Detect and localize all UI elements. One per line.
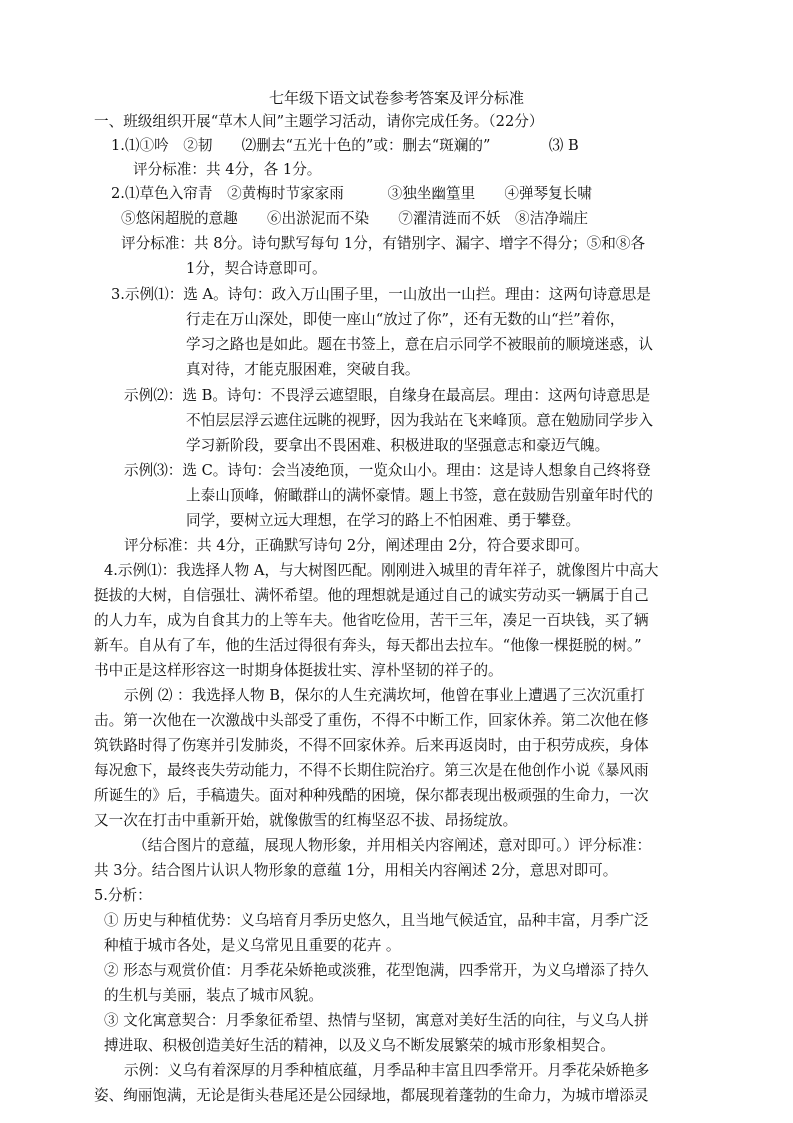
- q3-example-1-line-4: 真对待，才能克服困难，突破自我。: [186, 361, 420, 378]
- q4-example-1-line-3: 的人力车，成为自食其力的上等车夫。他省吃俭用，苦干三年，凑足一百块钱，买了辆: [94, 612, 649, 629]
- q3-example-1-line-1: 3.示例⑴：选 A。诗句：政入万山围子里，一山放出一山拦。理由：这两句诗意思是: [111, 286, 651, 303]
- q5-heading: 5.分析：: [94, 887, 152, 904]
- section-1-heading: 一、班级组织开展“草木人间”主题学习活动，请你完成任务。（22分）: [94, 113, 544, 130]
- q5-example-line-2: 姿、绚丽饱满，无论是街头巷尾还是公园绿地，都展现着蓬勃的生命力，为城市增添灵: [94, 1087, 649, 1104]
- q2-scoring-line-2: 1分，契合诗意即可。: [186, 260, 327, 277]
- q4-example-2-line-2: 击。第一次他在一次激战中头部受了重伤，不得不中断工作，回家休养。第二次他在修: [94, 712, 649, 729]
- q4-example-2-line-5: 所诞生的》后，手稿遗失。面对种种残酷的困境，保尔都表现出极顽强的生命力，一次: [94, 787, 649, 804]
- q5-point-1-line-1: ① 历史与种植优势：义乌培育月季历史悠久，且当地气候适宜，品种丰富，月季广泛: [104, 912, 649, 929]
- q3-example-2-line-3: 学习新阶段，要拿出不畏困难、积极进取的坚强意志和豪迈气魄。: [186, 437, 610, 454]
- q5-example-line-1: 示例：义乌有着深厚的月季种植底蕴，月季品种丰富且四季常开。月季花朵娇艳多: [124, 1062, 650, 1079]
- q4-example-2-line-6: 又一次在打击中重新开始，就像傲雪的红梅坚忍不拔、昂扬绽放。: [94, 812, 518, 829]
- q3-example-3-line-1: 示例⑶：选 C。诗句：会当凌绝顶，一览众山小。理由：这是诗人想象自己终将登: [124, 462, 651, 479]
- q5-point-2-line-1: ② 形态与观赏价值：月季花朵娇艳或淡雅，花型饱满，四季常开，为义乌增添了持久: [104, 962, 649, 979]
- q3-example-1-line-2: 行走在万山深处，即使一座山“放过了你”，还有无数的山“拦”着你，: [186, 311, 625, 328]
- q4-example-1-line-2: 挺拔的大树，自信强壮、满怀希望。他的理想就是通过自己的诚实劳动买一辆属于自己: [94, 587, 649, 604]
- q4-example-1-line-4: 新车。自从有了车，他的生活过得很有奔头，每天都出去拉车。“他像一棵挺脱的树。”: [94, 637, 642, 654]
- q1-scoring: 评分标准：共 4分，各 1分。: [133, 161, 322, 178]
- q3-example-3-line-3: 同学，要树立远大理想，在学习的路上不怕困难、勇于攀登。: [186, 512, 581, 529]
- q3-example-1-line-3: 学习之路也是如此。题在书签上，意在启示同学不被眼前的顺境迷惑，认: [186, 336, 654, 353]
- q5-point-3-line-1: ③ 文化寓意契合：月季象征希望、热情与坚韧，寓意对美好生活的向往，与义乌人拼: [104, 1012, 649, 1029]
- q5-point-3-line-2: 搏进取、积极创造美好生活的精神，以及义乌不断发展繁荣的城市形象相契合。: [104, 1037, 615, 1054]
- q4-example-2-line-1: 示例 ⑵ ：我选择人物 B，保尔的人生充满坎坷，他曾在事业上遭遇了三次沉重打: [124, 687, 645, 704]
- q2-answer-line-2: ⑤悠闲超脱的意趣 ⑥出淤泥而不染 ⑦濯清涟而不妖 ⑧洁净端庄: [121, 210, 589, 227]
- q4-scoring-line-2: 共 3分。结合图片认识人物形象的意蕴 1分，用相关内容阐述 2分，意思对即可。: [94, 862, 618, 879]
- q4-example-2-line-4: 每况愈下，最终丧失劳动能力，不得不长期住院治疗。第三次是在他创作小说《暴风雨: [94, 762, 649, 779]
- q3-example-2-line-2: 不怕层层浮云遮住远眺的视野，因为我站在飞来峰顶。意在勉励同学步入: [186, 412, 654, 429]
- q3-example-2-line-1: 示例⑵：选 B。诗句：不畏浮云遮望眼，自缘身在最高层。理由：这两句诗意思是: [124, 387, 651, 404]
- q4-example-2-line-3: 筑铁路时得了伤寒并引发肺炎，不得不回家休养。后来再返岗时，由于积劳成疾，身体: [94, 737, 649, 754]
- q5-point-1-line-2: 种植于城市各处，是义乌常见且重要的花卉 。: [104, 937, 401, 954]
- q3-example-3-line-2: 上泰山顶峰，俯瞰群山的满怀豪情。题上书签，意在鼓励告别童年时代的: [186, 487, 654, 504]
- q3-scoring: 评分标准：共 4分，正确默写诗句 2分，阐述理由 2分，符合要求即可。: [124, 537, 589, 554]
- q1-answer: 1.⑴①吟 ②韧 ⑵删去“五光十色的”或：删去“斑斓的” ⑶ B: [111, 137, 579, 154]
- q5-point-2-line-2: 的生机与美丽，装点了城市风貌。: [104, 987, 323, 1004]
- q4-scoring-line-1: （结合图片的意蕴，展现人物形象，并用相关内容阐述，意对即可。）评分标准：: [133, 837, 652, 854]
- page-title: 七年级下语文试卷参考答案及评分标准: [268, 89, 524, 107]
- q2-scoring-line-1: 评分标准：共 8分。诗句默写每句 1分，有错别字、漏字、增字不得分；⑤和⑧各: [121, 235, 646, 252]
- q4-example-1-line-1: 4.示例⑴：我选择人物 A，与大树图匹配。刚刚进入城里的青年祥子，就像图片中高大: [104, 562, 659, 579]
- q2-answer-line-1: 2.⑴草色入帘青 ②黄梅时节家家雨 ③独坐幽篁里 ④弹琴复长啸: [111, 185, 592, 202]
- q4-example-1-line-5: 书中正是这样形容这一时期身体挺拔壮实、淳朴坚韧的祥子的。: [94, 662, 503, 679]
